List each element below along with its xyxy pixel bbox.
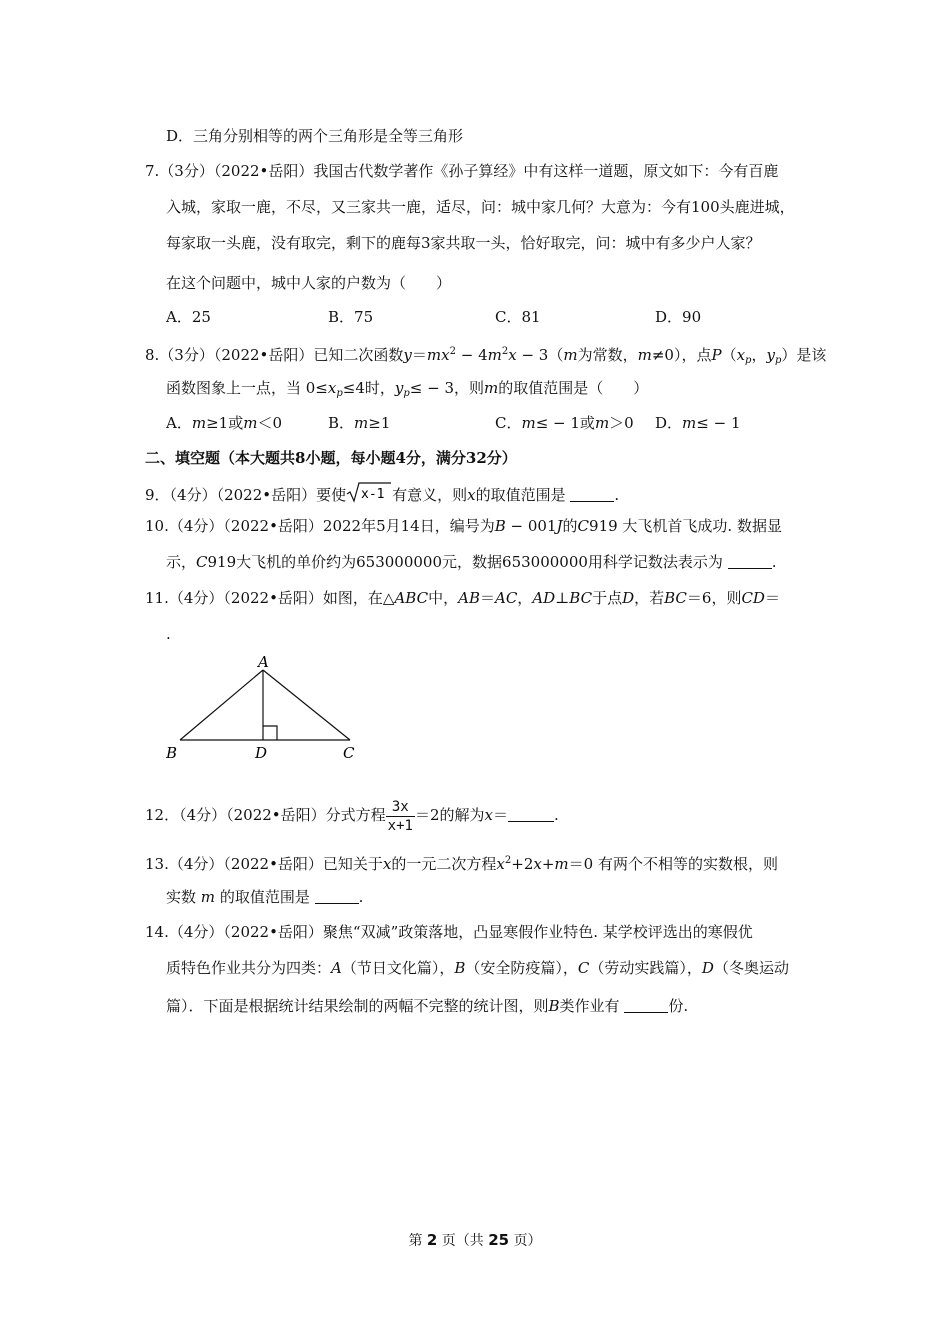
sqrt-radicand: x-1 [361,487,385,502]
q7-line-4: 在这个问题中，城中人家的户数为（ ） [166,274,452,292]
q10-line-2: 示，C919大飞机的单价约为653000000元，数据653000000用科学记数法表示为 . [166,553,777,571]
label-d: D [255,744,268,762]
q14-answer-blank[interactable] [624,998,668,1013]
page-number: 2 [426,1231,438,1249]
q13-line-1: 13.（4分）（2022•岳阳）已知关于x的一元二次方程$x^2+2x+m=0$ 有两个不相等的实数根，则 [145,855,778,873]
q9-answer-blank[interactable] [570,487,614,502]
page-footer: 第 2 页（共 25 页） [408,1231,542,1249]
q8-option-a: A．m≥1或m＜0 [166,414,282,432]
q8-line-1: 8.（3分）（2022•岳阳）已知二次函数$y=mx^2 - 4m^2x - 3(m$为常数，m≠0），点$P(x_p$，$y_p$）是该 [145,346,827,366]
q7-line-1: 7.（3分）（2022•岳阳）我国古代数学著作《孙子算经》中有这样一道题，原文如下：今有百鹿 [145,162,779,180]
fraction: $\frac{3x}{x+1}$ [387,798,413,834]
label-b: B [166,744,178,762]
q7-option-b: B．75 [328,308,374,326]
q7-line-2: 入城，家取一鹿，不尽，又三家共一鹿，适尽，问：城中家几何？大意为：今有100头鹿进城， [166,198,795,216]
sqrt-expression [346,481,392,508]
q7-option-c: C．81 [495,308,541,326]
triangle-figure [160,650,370,765]
question-9: 9．（4分）（2022•岳阳）要使 x-1 有意义，则x的取值范围是 . [145,481,619,508]
label-a: A [258,653,269,671]
q10-line-1: 10.（4分）（2022•岳阳）2022年5月14日，编号为B − 001J的C919 大飞机首飞成功. 数据显 [145,517,782,535]
q11-line-2: . [166,625,171,643]
q11-line-1: 11.（4分）（2022•岳阳）如图，在△ABC中，AB＝AC，AD⊥BC于点D，若BC＝6，则CD＝ [145,589,780,607]
page-total: 25 [488,1231,510,1249]
q7-line-3: 每家取一头鹿，没有取完，剩下的鹿每3家共取一头，恰好取完，问：城中有多少户人家？ [166,234,761,252]
q6-option-d: D．三角分别相等的两个三角形是全等三角形 [166,127,464,145]
question-12: 12．（4分）（2022•岳阳）分式方程 $\frac{3x}{x+1}$ ＝2的解为x＝ . [145,798,559,834]
label-c: C [343,744,355,762]
q8-option-b: B．m≥1 [328,414,391,432]
q12-answer-blank[interactable] [508,807,554,822]
q13-line-2: 实数 m 的取值范围是 . [166,888,364,906]
q7-option-a: A．25 [166,308,211,326]
q14-line-1: 14.（4分）（2022•岳阳）聚焦“双减”政策落地，凸显寒假作业特色. 某学校评选出的寒假优 [145,923,753,941]
section-2-heading: 二、填空题（本大题共8小题，每小题4分，满分32分） [145,449,517,467]
q13-answer-blank[interactable] [315,889,359,904]
q8-option-d: D．m≤ − 1 [655,414,741,432]
q8-option-c: C．m≤ − 1或m＞0 [495,414,634,432]
q7-option-d: D．90 [655,308,702,326]
q8-line-2: 函数图象上一点，当 $0\le x_p\le 4$时，$y_p\le - 3$，则m的取值范围是（ ） [166,379,649,399]
q14-line-3: 篇）．下面是根据统计结果绘制的两幅不完整的统计图，则B类作业有 份. [166,997,689,1015]
q10-answer-blank[interactable] [728,554,772,569]
q14-line-2: 质特色作业共分为四类：A（节日文化篇），B（安全防疫篇），C（劳动实践篇），D（冬奥运动 [166,959,789,977]
